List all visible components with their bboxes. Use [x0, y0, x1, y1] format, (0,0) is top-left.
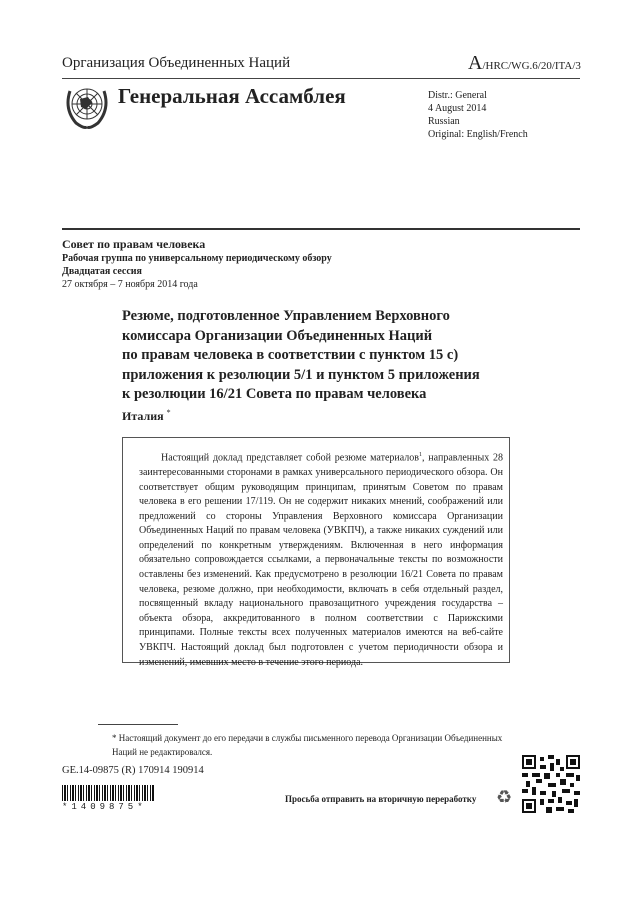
un-emblem-icon	[62, 81, 112, 131]
document-symbol	[468, 52, 581, 75]
footnote: * Настоящий документ до его передачи в службы письменного перевода Организации Объединенных Наций не редактировался.	[112, 733, 503, 757]
title-line: по правам человека в соответствии с пунктом 15 с)	[122, 347, 459, 363]
distr-original: Original: English/French	[428, 129, 528, 140]
footnote-rule	[98, 724, 178, 725]
distr-line: Distr.: General	[428, 90, 487, 101]
document-title	[122, 307, 480, 405]
distribution-block	[428, 89, 578, 141]
country-heading	[122, 408, 171, 424]
organization-name: Организация Объединенных Наций	[62, 55, 291, 71]
header-rule	[62, 78, 580, 79]
country-name: Италия	[122, 409, 164, 423]
section-rule	[62, 228, 580, 230]
barcode-icon	[62, 785, 154, 801]
footnote-ref[interactable]: 1	[419, 452, 423, 458]
title-line: Резюме, подготовленное Управлением Верховного	[122, 308, 450, 324]
title-line: приложения к резолюции 5/1 и пунктом 5 приложения	[122, 366, 480, 383]
body-name: Генеральная Ассамблея	[118, 84, 346, 108]
summary-part: , направленных 28 заинтересованными сторонами в рамках универсального периодического обзора. Он соответствует общим руководящим принципам, принятым Советом по правам человека в его решении 17/119. Он не содержит никаких мнений, соображений или предложений со стороны Управления Верховного комиссара Организации Объединенных Наций по правам человека (УВКПЧ), а также никаких суждений или определений по конкретным утверждениям. Включенная в него информация обязательно сопровождается ссылками, а первоначальные тексты по возможности оставлены без изменений. Как предусмотрено в резолюции 16/21 Совета по правам человека, резюме должно, при необходимости, включать в себя отдельный раздел, посвященный вкладу национального правозащитного учреждения государства – объекта обзора, аккредитованного в полном соответствии с Парижскими принципами. Полные тексты всех полученных материалов имеются на веб-сайте УВКПЧ. Настоящий доклад был подготовлен с учетом периодичности обзора и изменений, имевших место в течение этого периода.	[139, 452, 503, 668]
footnote-marker: *	[166, 408, 171, 417]
recycle-text: Просьба отправить на вторичную переработку	[285, 794, 477, 804]
session-dates: 27 октября – 7 ноября 2014 года	[62, 279, 198, 290]
title-line: к резолюции 16/21 Совета по правам человека	[122, 386, 427, 402]
symbol-prefix: A	[468, 52, 483, 74]
job-number: GE.14-09875 (R) 170914 190914	[62, 765, 204, 776]
title-line: комиссара Организации Объединенных Наций	[122, 327, 433, 344]
working-group: Рабочая группа по универсальному периодическому обзору	[62, 253, 332, 264]
summary-box	[122, 437, 510, 668]
distr-language: Russian	[428, 116, 460, 127]
distr-date: 4 August 2014	[428, 103, 487, 114]
recycle-icon: ♻	[496, 787, 513, 807]
barcode-text: *1409875*	[62, 802, 147, 812]
summary-text	[139, 448, 503, 670]
symbol-code: /HRC/WG.6/20/ITA/3	[482, 60, 581, 72]
qr-code-icon	[522, 755, 580, 813]
council-name: Совет по правам человека	[62, 237, 206, 251]
summary-part: Настоящий доклад представляет собой резюме материалов	[161, 452, 420, 464]
session: Двадцатая сессия	[62, 266, 142, 277]
